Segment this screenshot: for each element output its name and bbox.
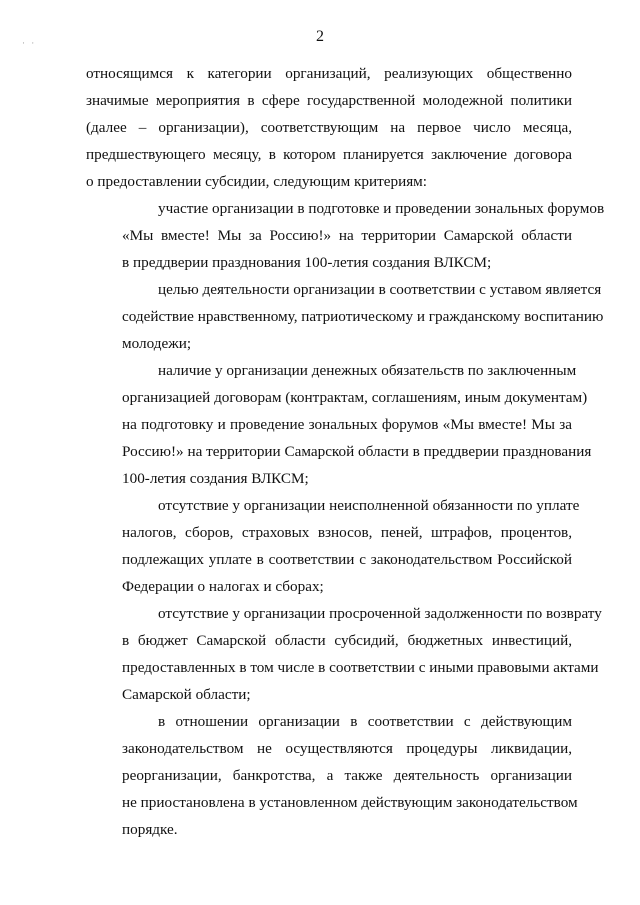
text-line: относящимся к категории организаций, реализующих общественно [86, 65, 572, 82]
text-line: предоставленных в том числе в соответствии с иными правовыми актами [122, 659, 599, 676]
page-number: 2 [316, 28, 324, 45]
text-line: Федерации о налогах и сборах; [122, 578, 324, 595]
text-line: организацией договорам (контрактам, соглашениям, иным документам) [122, 389, 588, 406]
text-line: в бюджет Самарской области субсидий, бюджетных инвестиций, [122, 632, 572, 649]
text-line: налогов, сборов, страховых взносов, пеней, штрафов, процентов, [122, 524, 572, 541]
paragraph-criterion-taxes [86, 492, 580, 600]
paragraph-criterion-obligations [86, 357, 592, 492]
text-line: на подготовку и проведение зональных форумов «Мы вместе! Мы за [122, 416, 572, 433]
text-line: подлежащих уплате в соответствии с законодательством Российской [122, 551, 572, 568]
text-line: законодательством не осуществляются процедуры ликвидации, [122, 740, 572, 757]
paragraph-criterion-forums [86, 195, 605, 276]
text-line: Россию!» на территории Самарской области в преддверии празднования [122, 443, 592, 460]
text-line: значимые мероприятия в сфере государственной молодежной политики [86, 92, 572, 109]
text-line: порядке. [122, 821, 178, 838]
paragraph-criterion-purpose [86, 276, 604, 357]
text-line: отсутствие у организации просроченной задолженности по возврату [158, 605, 602, 622]
paragraph-intro [86, 60, 572, 195]
text-line: молодежи; [122, 335, 192, 352]
text-line: в преддверии празднования 100-летия создания ВЛКСМ; [122, 254, 492, 271]
text-line: о предоставлении субсидии, следующим критериям: [86, 173, 428, 190]
text-line: участие организации в подготовке и проведении зональных форумов [158, 200, 605, 217]
text-line: отсутствие у организации неисполненной обязанности по уплате [158, 497, 580, 514]
text-line: не приостановлена в установленном действующим законодательством [122, 794, 578, 811]
text-line: (далее – организации), соответствующим на первое число месяца, [86, 119, 572, 136]
paragraph-criterion-debt [86, 600, 602, 708]
text-line: наличие у организации денежных обязательств по заключенным [158, 362, 577, 379]
text-line: предшествующего месяцу, в котором планируется заключение договора [86, 146, 572, 163]
paragraph-criterion-liquidation [86, 708, 578, 843]
text-line: содействие нравственному, патриотическому и гражданскому воспитанию [122, 308, 604, 325]
document-body [86, 60, 605, 843]
text-line: реорганизации, банкротства, а также деятельность организации [122, 767, 572, 784]
text-line: целью деятельности организации в соответствии с уставом является [158, 281, 602, 298]
text-line: «Мы вместе! Мы за Россию!» на территории Самарской области [122, 227, 572, 244]
text-line: в отношении организации в соответствии с действующим [158, 713, 572, 730]
scan-artifact: · · [22, 38, 37, 48]
text-line: 100-летия создания ВЛКСМ; [122, 470, 309, 487]
text-line: Самарской области; [122, 686, 251, 703]
